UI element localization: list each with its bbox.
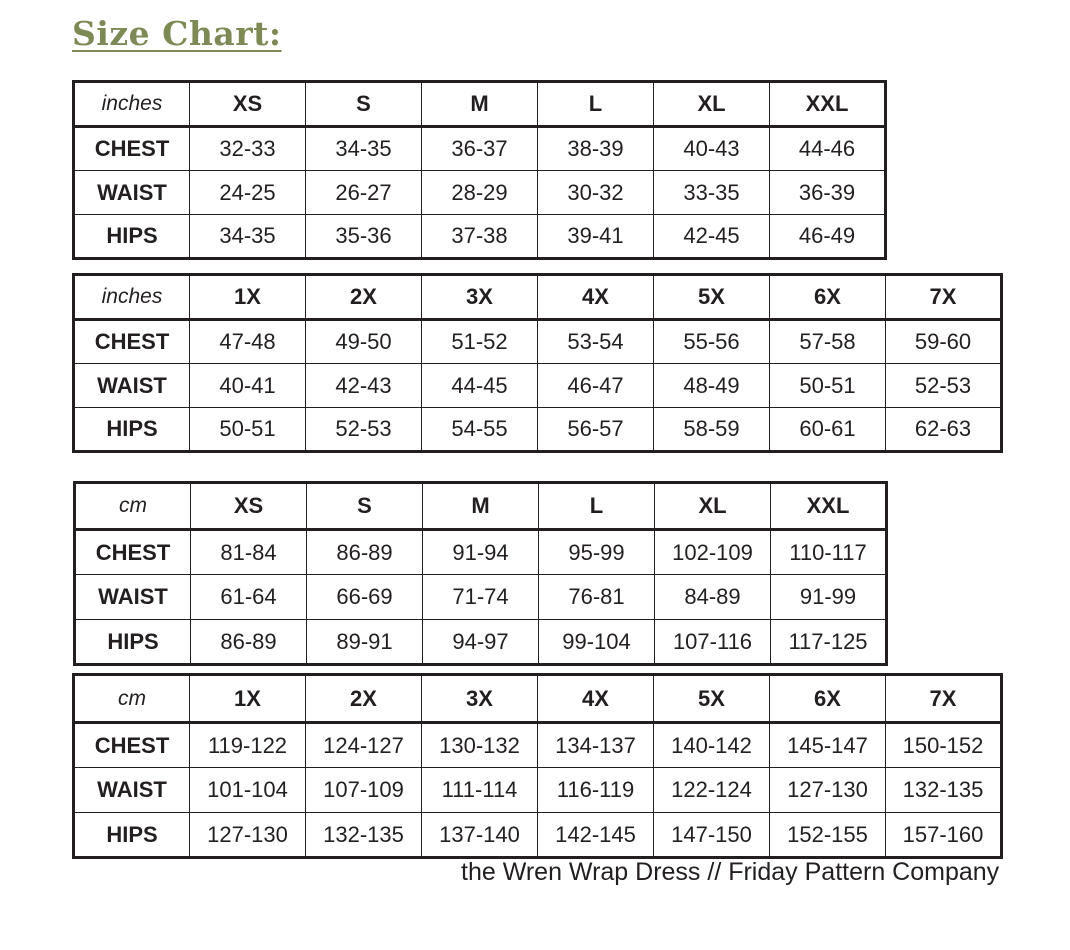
size-header: M [422, 82, 538, 127]
table-row [74, 364, 1002, 408]
measurement-value: 102-109 [655, 530, 771, 575]
measurement-value: 32-33 [190, 127, 306, 171]
measurement-value: 59-60 [886, 320, 1002, 364]
table-row [74, 723, 1002, 768]
measurement-value: 62-63 [886, 408, 1002, 452]
measurement-value: 30-32 [538, 171, 654, 215]
unit-label: cm [74, 675, 190, 723]
measurement-value: 76-81 [539, 575, 655, 620]
measurement-value: 47-48 [190, 320, 306, 364]
measurement-value: 44-46 [770, 127, 886, 171]
measurement-value: 66-69 [307, 575, 423, 620]
table-header-row [74, 275, 1002, 320]
table-header-row [74, 675, 1002, 723]
size-table-inches-standard [72, 80, 887, 260]
size-header: XS [190, 82, 306, 127]
table-row [75, 530, 887, 575]
measurement-label: WAIST [74, 768, 190, 813]
size-header: XL [654, 82, 770, 127]
size-header: 1X [190, 275, 306, 320]
measurement-value: 117-125 [771, 620, 887, 665]
size-table-cm-standard [73, 481, 888, 666]
table-row [74, 171, 886, 215]
measurement-value: 101-104 [190, 768, 306, 813]
measurement-label: HIPS [74, 408, 190, 452]
measurement-value: 50-51 [770, 364, 886, 408]
measurement-value: 58-59 [654, 408, 770, 452]
unit-label: inches [74, 82, 190, 127]
measurement-value: 46-49 [770, 215, 886, 259]
size-header: XXL [771, 483, 887, 530]
size-header: 1X [190, 675, 306, 723]
size-header: S [307, 483, 423, 530]
measurement-value: 57-58 [770, 320, 886, 364]
credit-line: the Wren Wrap Dress // Friday Pattern Company [461, 858, 1000, 886]
table-header-row [74, 82, 886, 127]
measurement-label: CHEST [74, 320, 190, 364]
measurement-value: 127-130 [770, 768, 886, 813]
measurement-value: 42-45 [654, 215, 770, 259]
measurement-label: HIPS [75, 620, 191, 665]
measurement-value: 86-89 [191, 620, 307, 665]
measurement-value: 132-135 [886, 768, 1002, 813]
size-header: L [538, 82, 654, 127]
measurement-value: 94-97 [423, 620, 539, 665]
measurement-value: 95-99 [539, 530, 655, 575]
measurement-value: 52-53 [886, 364, 1002, 408]
measurement-value: 107-116 [655, 620, 771, 665]
measurement-label: CHEST [74, 127, 190, 171]
measurement-value: 132-135 [306, 813, 422, 858]
measurement-value: 36-39 [770, 171, 886, 215]
table-row [74, 215, 886, 259]
measurement-value: 51-52 [422, 320, 538, 364]
measurement-value: 56-57 [538, 408, 654, 452]
size-header: 2X [306, 675, 422, 723]
measurement-value: 142-145 [538, 813, 654, 858]
size-header: 4X [538, 675, 654, 723]
size-table-inches-plus [72, 273, 1003, 453]
measurement-value: 91-94 [423, 530, 539, 575]
measurement-value: 44-45 [422, 364, 538, 408]
measurement-value: 40-43 [654, 127, 770, 171]
size-header: 7X [886, 275, 1002, 320]
measurement-value: 50-51 [190, 408, 306, 452]
measurement-value: 34-35 [190, 215, 306, 259]
measurement-value: 54-55 [422, 408, 538, 452]
size-header: XXL [770, 82, 886, 127]
table-row [75, 575, 887, 620]
table-row [74, 408, 1002, 452]
measurement-value: 145-147 [770, 723, 886, 768]
measurement-value: 38-39 [538, 127, 654, 171]
measurement-value: 37-38 [422, 215, 538, 259]
table-row [74, 813, 1002, 858]
table-row [74, 320, 1002, 364]
measurement-value: 42-43 [306, 364, 422, 408]
measurement-value: 147-150 [654, 813, 770, 858]
measurement-label: HIPS [74, 215, 190, 259]
measurement-value: 84-89 [655, 575, 771, 620]
measurement-value: 35-36 [306, 215, 422, 259]
size-header: 7X [886, 675, 1002, 723]
measurement-value: 71-74 [423, 575, 539, 620]
measurement-value: 130-132 [422, 723, 538, 768]
size-header: L [539, 483, 655, 530]
measurement-label: CHEST [74, 723, 190, 768]
size-header: 2X [306, 275, 422, 320]
measurement-value: 52-53 [306, 408, 422, 452]
measurement-value: 91-99 [771, 575, 887, 620]
measurement-value: 34-35 [306, 127, 422, 171]
measurement-value: 137-140 [422, 813, 538, 858]
measurement-value: 152-155 [770, 813, 886, 858]
size-header: XS [191, 483, 307, 530]
measurement-value: 122-124 [654, 768, 770, 813]
measurement-value: 111-114 [422, 768, 538, 813]
measurement-value: 60-61 [770, 408, 886, 452]
measurement-value: 81-84 [191, 530, 307, 575]
measurement-value: 26-27 [306, 171, 422, 215]
size-header: 5X [654, 275, 770, 320]
measurement-value: 86-89 [307, 530, 423, 575]
size-header: 6X [770, 275, 886, 320]
measurement-value: 107-109 [306, 768, 422, 813]
measurement-value: 61-64 [191, 575, 307, 620]
measurement-value: 40-41 [190, 364, 306, 408]
table-row [74, 127, 886, 171]
table-row [75, 620, 887, 665]
measurement-label: CHEST [75, 530, 191, 575]
unit-label: inches [74, 275, 190, 320]
measurement-value: 116-119 [538, 768, 654, 813]
measurement-label: WAIST [74, 364, 190, 408]
size-header: 3X [422, 675, 538, 723]
size-table-cm-plus [72, 673, 1003, 859]
size-header: 3X [422, 275, 538, 320]
measurement-value: 99-104 [539, 620, 655, 665]
measurement-label: HIPS [74, 813, 190, 858]
measurement-value: 49-50 [306, 320, 422, 364]
measurement-value: 24-25 [190, 171, 306, 215]
size-header: M [423, 483, 539, 530]
measurement-value: 150-152 [886, 723, 1002, 768]
measurement-value: 157-160 [886, 813, 1002, 858]
measurement-label: WAIST [75, 575, 191, 620]
unit-label: cm [75, 483, 191, 530]
size-header: 4X [538, 275, 654, 320]
table-header-row [75, 483, 887, 530]
measurement-value: 110-117 [771, 530, 887, 575]
measurement-value: 28-29 [422, 171, 538, 215]
measurement-value: 33-35 [654, 171, 770, 215]
size-header: 6X [770, 675, 886, 723]
measurement-value: 36-37 [422, 127, 538, 171]
size-header: 5X [654, 675, 770, 723]
measurement-value: 39-41 [538, 215, 654, 259]
size-header: S [306, 82, 422, 127]
measurement-value: 48-49 [654, 364, 770, 408]
table-row [74, 768, 1002, 813]
measurement-value: 127-130 [190, 813, 306, 858]
measurement-value: 55-56 [654, 320, 770, 364]
measurement-value: 46-47 [538, 364, 654, 408]
measurement-value: 124-127 [306, 723, 422, 768]
size-header: XL [655, 483, 771, 530]
page-title: Size Chart: [72, 14, 282, 53]
measurement-value: 140-142 [654, 723, 770, 768]
measurement-value: 134-137 [538, 723, 654, 768]
measurement-value: 119-122 [190, 723, 306, 768]
measurement-label: WAIST [74, 171, 190, 215]
measurement-value: 89-91 [307, 620, 423, 665]
measurement-value: 53-54 [538, 320, 654, 364]
